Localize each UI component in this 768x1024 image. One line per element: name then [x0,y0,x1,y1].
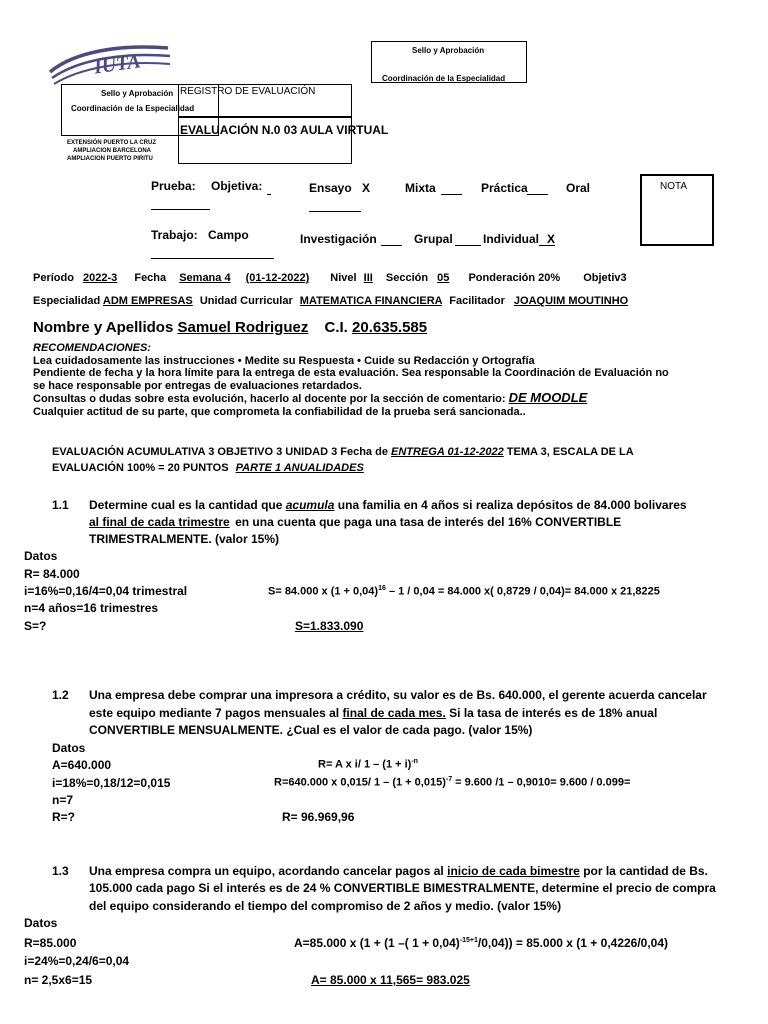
q1-final: al final de cada trimestre [89,515,230,529]
q3-number: 1.3 [52,864,69,878]
q3-line1: Una empresa compra un equipo, acordando cancelar pagos al inicio de cada bimestre por la cantidad de Bs. [89,864,708,878]
trabajo-blank-line [151,258,274,259]
seal-title-top: Sello y Aprobación [412,46,485,55]
q1-result: S=1.833.090 [295,619,364,633]
prueba-label: Prueba: [151,179,196,193]
q1-r: R= 84.000 [24,567,80,581]
practica-label: Práctica [481,181,528,195]
seccion-value: 05 [437,272,450,284]
q1-acumula: acumula [285,498,335,512]
intro-line-1: EVALUACIÓN ACUMULATIVA 3 OBJETIVO 3 UNIDAD 3 Fecha de ENTREGA 01-12-2022 TEMA 3, ESCALA DE LA [52,446,634,458]
recomendacion-1: Lea cuidadosamente las instrucciones • Medite su Respuesta • Cuide su Redacción y Ortografía [33,354,535,367]
q2-i: i=18%=0,18/12=0,015 [52,776,171,790]
prueba-blank-line [151,209,210,210]
ponderacion: Ponderación 20% [468,272,561,284]
q3-result: A= 85.000 x 11,565= 983.025 [311,973,470,987]
q3-r: R=85.000 [24,936,77,950]
q3-i: i=24%=0,24/6=0,04 [24,954,130,968]
nota-label: NOTA [660,181,688,192]
q2-line1: Una empresa debe comprar una impresora a crédito, su valor es de Bs. 640.000, el gerente acuerda cancelar [89,688,707,702]
mixta-blank [441,194,462,195]
q1-line1: Determine cual es la cantidad que acumula una familia en 4 años si realiza depósitos de 84.000 bolivares [89,498,687,512]
objetiva-label: Objetiva: [211,179,263,193]
q2-n: n=7 [52,793,74,807]
entrega-date: ENTREGA 01-12-2022 [391,446,504,458]
facilitador-value: JOAQUIM MOUTINHO [513,295,629,307]
grupal-blank [455,245,481,246]
intro-line-2: EVALUACIÓN 100% = 20 PUNTOS PARTE 1 ANUALIDADES [52,462,364,474]
q2-substitution: R=640.000 x 0,015/ $1 - (1 + 0,015)^{-7} = 9.600$ /1 – 0,9010= 9.600 / 0.099= [274,776,631,789]
q1-formula: S= 84.000 x $(1 + 0,04)^{16} - 1 / 0,04 = 84.000$ x( 0,8729 / 0,04)= 84.000 x 21,8225 [268,585,660,598]
objetiva-blank [267,194,271,195]
facilitador-label: Facilitador [449,295,505,307]
fecha-label: Fecha [134,272,167,284]
nombre-label: Nombre y Apellidos [33,319,174,336]
especialidad-label: Especialidad [33,295,101,307]
nombre-value: Samuel Rodriguez [177,319,309,336]
campo-label: Campo [208,228,249,242]
unidad-label: Unidad Curricular [199,295,293,307]
nivel-label: Nivel [330,272,357,284]
moodle-link: DE MOODLE [508,390,588,405]
seal-subtitle-left: Coordinación de la Especialidad [71,104,195,113]
q2-datos: Datos [52,741,86,755]
iuta-logo [44,38,174,86]
q1-n: n=4 años=16 trimestres [24,601,159,615]
mixta-label: Mixta [405,181,436,195]
extension-1: EXTENSIÓN PUERTO LA CRUZ [67,140,157,146]
q2-number: 1.2 [52,688,69,702]
recomendacion-2: Pendiente de fecha y la hora límite para la entrega de esta evaluación. Sea responsable la Coordinación de Evaluación no [33,367,669,379]
investigacion-label: Investigación [300,232,377,246]
extension-2: AMPLIACION BARCELONA [73,148,151,154]
q1-line3: TRIMESTRALMENTE. (valor 15%) [89,532,280,546]
evaluacion-title: EVALUACIÓN N.0 03 AULA VIRTUAL [180,123,389,137]
practica-blank [527,194,548,195]
q2-final: final de cada mes. [342,706,446,720]
ensayo-label: Ensayo [309,181,352,195]
registro-label: REGISTRO DE EVALUACIÓN [180,86,316,97]
recomendacion-4: Consultas o dudas sobre esta evolución, hacerlo al docente por la sección de comentario: DE MOODLE [33,390,588,405]
objetivo: Objetiv3 [583,272,627,284]
svg-text:IUTA: IUTA [92,50,142,79]
investigacion-blank [381,245,402,246]
individual-mark: X [547,232,556,246]
ensayo-mark: X [362,181,371,195]
seal-subtitle-top: Coordinación de la Especialidad [382,74,506,83]
q2-result: R= 96.969,96 [282,810,355,824]
recomendaciones [33,342,669,418]
q1-s: S=? [24,619,47,633]
fecha-value: (01-12-2022) [245,272,310,284]
individual-label: Individual [483,232,540,246]
q2-line3: CONVERTIBLE MENSUALMENTE. ¿Cual es el valor de cada pago. (valor 15%) [89,723,533,737]
q1-line2: al final de cada trimestre en una cuenta que paga una tasa de interés del 16% CONVERTIBLE [89,515,622,529]
especialidad-row [33,295,628,307]
ensayo-blank-line [309,211,361,212]
ci-label: C.I. [324,319,348,336]
recomendaciones-title: RECOMENDACIONES: [33,342,151,354]
q3-line2: 105.000 cada pago Si el interés es de 24 % CONVERTIBLE BIMESTRALMENTE, determine el precio de compra [89,881,716,895]
q2-formula: R= A x i/ $1 - (1 + i)^{-n}$ [318,758,418,771]
q3-datos: Datos [24,916,58,930]
seccion-label: Sección [385,272,429,284]
q1-i: i=16%=0,16/4=0,04 trimestral [24,584,188,598]
periodo-label: Período [33,272,74,284]
ci-value: 20.635.585 [352,319,428,336]
q1-number: 1.1 [52,498,69,512]
parte-1: PARTE 1 ANUALIDADES [235,462,364,474]
periodo-row [33,272,627,284]
trabajo-label: Trabajo: [151,228,198,242]
individual-blank [539,245,555,246]
logo-graphic [44,38,174,86]
recomendacion-3: se hace responsable por entregas de evaluaciones retardados. [33,379,362,392]
grupal-label: Grupal [414,232,453,246]
nivel-value: III [363,272,373,284]
especialidad-value: ADM EMPRESAS [102,295,193,307]
seal-title-left: Sello y Aprobación [101,89,174,98]
q3-formula: A=85.000 x (1 + (1 –( 1 + 0,04)$^{-15+1}$/0,04)) = 85.000 x (1 + 0,4226/0,04) [294,936,669,950]
q1-datos: Datos [24,549,58,563]
recomendacion-5: Cualquier actitud de su parte, que comprometa la confiabilidad de la prueba será sancionada.. [33,405,526,418]
q3-n: n= 2,5x6=15 [24,973,93,987]
unidad-value: MATEMATICA FINANCIERA [299,295,443,307]
extension-list [67,139,156,163]
nombre-row [33,319,427,336]
q3-inicio: inicio de cada bimestre [447,864,580,878]
oral-label: Oral [566,181,591,195]
q2-line2: este equipo mediante 7 pagos mensuales al final de cada mes. Si la tasa de interés es de 18% anual [89,706,658,720]
q2-r: R=? [52,810,76,824]
periodo-value: 2022-3 [83,272,118,284]
extension-3: AMPLIACION PUERTO PIRITU [67,156,153,162]
q2-a: A=640.000 [52,758,112,772]
semana-value: Semana 4 [179,272,231,284]
q3-line3: del equipo considerando el tiempo del compromiso de 2 años y medio. (valor 15%) [89,899,562,913]
